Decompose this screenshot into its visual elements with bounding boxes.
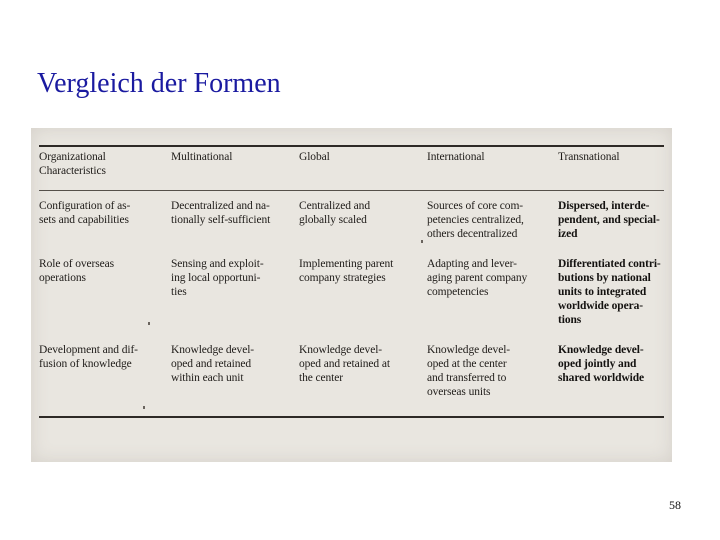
column-header [299, 150, 330, 164]
cell-line: Role of overseas [39, 258, 115, 270]
table-cell [171, 199, 270, 227]
cell-line: aging parent company [427, 272, 528, 284]
cell-line: Transnational [558, 151, 620, 163]
cell-line: oped at the center [427, 358, 507, 370]
table-top-rule [39, 145, 664, 147]
slide-title: Vergleich der Formen [37, 68, 281, 99]
cell-line: sets and capabilities [39, 214, 129, 226]
table-cell [427, 257, 527, 299]
cell-line: oped and retained at [299, 358, 390, 370]
cell-line: others decentralized [427, 228, 518, 240]
table-cell [171, 257, 264, 299]
cell-line: oped and retained [171, 358, 252, 370]
table-cell [299, 343, 390, 385]
cell-line: pendent, and special- [558, 214, 660, 226]
table-cell [558, 343, 644, 385]
cell-line: overseas units [427, 386, 491, 398]
cell-line: petencies centralized, [427, 214, 524, 226]
cell-line: Global [299, 151, 330, 163]
cell-line: Knowledge devel- [427, 344, 511, 356]
cell-line: oped jointly and [558, 358, 637, 370]
cell-line: Dispersed, interde- [558, 200, 650, 212]
cell-line: Sources of core com- [427, 200, 524, 212]
cell-line: operations [39, 272, 86, 284]
column-header [427, 150, 484, 164]
cell-line: ized [558, 228, 578, 240]
table-cell [427, 199, 524, 241]
cell-line: tionally self-sufficient [171, 214, 271, 226]
cell-line: Centralized and [299, 200, 370, 212]
page-number: 58 [669, 498, 681, 512]
cell-line: and transferred to [427, 372, 507, 384]
table-cell [299, 199, 370, 227]
cell-line: ties [171, 286, 187, 298]
cell-line: competencies [427, 286, 489, 298]
header-bottom-rule [39, 190, 664, 191]
cell-line: ing local opportuni- [171, 272, 261, 284]
scan-speck [421, 240, 423, 243]
table-cell [299, 257, 393, 285]
comparison-table [31, 128, 672, 462]
cell-line: International [427, 151, 485, 163]
scan-speck [143, 406, 145, 409]
cell-line: within each unit [171, 372, 244, 384]
table-cell [171, 343, 254, 385]
table-cell [558, 257, 661, 327]
scan-speck [148, 322, 150, 325]
cell-line: Implementing parent [299, 258, 394, 270]
table-bottom-rule [39, 416, 664, 418]
cell-line: company strategies [299, 272, 386, 284]
table-cell [39, 257, 114, 285]
cell-line: shared worldwide [558, 372, 645, 384]
cell-line: Configuration of as- [39, 200, 131, 212]
cell-line: tions [558, 314, 582, 326]
scanned-table-image [31, 128, 672, 462]
cell-line: Knowledge devel- [299, 344, 383, 356]
cell-line: Knowledge devel- [171, 344, 255, 356]
cell-line: Development and dif- [39, 344, 138, 356]
cell-line: the center [299, 372, 344, 384]
cell-line: Adapting and lever- [427, 258, 517, 270]
cell-line: Knowledge devel- [558, 344, 644, 356]
column-header [558, 150, 620, 164]
column-header [171, 150, 232, 164]
column-header [39, 150, 106, 178]
cell-line: Decentralized and na- [171, 200, 270, 212]
table-cell [39, 343, 138, 371]
cell-line: Characteristics [39, 165, 106, 177]
table-cell [427, 343, 510, 399]
cell-line: butions by national [558, 272, 651, 284]
cell-line: globally scaled [299, 214, 367, 226]
table-cell [558, 199, 660, 241]
cell-line: units to integrated [558, 286, 647, 298]
cell-line: fusion of knowledge [39, 358, 132, 370]
cell-line: worldwide opera- [558, 300, 643, 312]
cell-line: Sensing and exploit- [171, 258, 264, 270]
table-cell [39, 199, 130, 227]
cell-line: Differentiated contri- [558, 258, 661, 270]
cell-line: Multinational [171, 151, 233, 163]
cell-line: Organizational [39, 151, 106, 163]
